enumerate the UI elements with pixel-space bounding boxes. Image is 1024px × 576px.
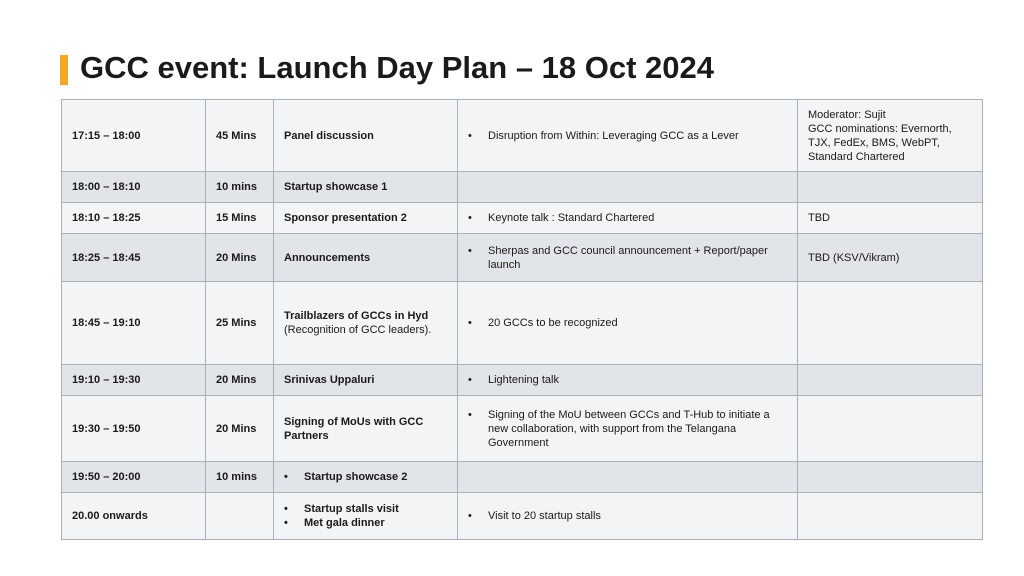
details-bullet-item bbox=[468, 509, 787, 523]
time-cell: 19:10 – 19:30 bbox=[62, 365, 206, 396]
notes-cell bbox=[798, 203, 983, 234]
notes-cell bbox=[798, 365, 983, 396]
details-bullet-text: Disruption from Within: Leveraging GCC as a Lever bbox=[488, 129, 739, 142]
notes-line: TBD bbox=[808, 212, 830, 224]
details-bullet-text: Visit to 20 startup stalls bbox=[488, 510, 601, 522]
schedule-table bbox=[61, 99, 983, 540]
session-title: Startup showcase 1 bbox=[284, 181, 388, 193]
notes-cell bbox=[798, 493, 983, 540]
details-bullet-item bbox=[468, 408, 787, 450]
notes-cell bbox=[798, 462, 983, 493]
session-cell bbox=[274, 282, 458, 365]
duration-cell: 15 Mins bbox=[206, 203, 274, 234]
session-title: Signing of MoUs with GCC Partners bbox=[284, 415, 424, 442]
session-cell bbox=[274, 396, 458, 462]
details-bullet-text: Lightening talk bbox=[488, 374, 559, 386]
title-accent-bar bbox=[60, 55, 68, 85]
time-cell: 18:25 – 18:45 bbox=[62, 234, 206, 282]
table-row bbox=[62, 462, 983, 493]
notes-cell bbox=[798, 396, 983, 462]
session-subtitle: (Recognition of GCC leaders). bbox=[284, 324, 432, 336]
session-cell bbox=[274, 493, 458, 540]
time-cell: 17:15 – 18:00 bbox=[62, 100, 206, 172]
time-cell: 20.00 onwards bbox=[62, 493, 206, 540]
bullet-glyph: • bbox=[468, 374, 472, 386]
table-row bbox=[62, 365, 983, 396]
details-bullet-item bbox=[468, 373, 787, 387]
session-cell bbox=[274, 100, 458, 172]
duration-cell: 20 Mins bbox=[206, 234, 274, 282]
details-cell bbox=[458, 493, 798, 540]
table-row bbox=[62, 100, 983, 172]
session-bullet-item bbox=[284, 470, 447, 484]
page-title: GCC event: Launch Day Plan – 18 Oct 2024 bbox=[80, 50, 715, 85]
session-title: Srinivas Uppaluri bbox=[284, 374, 375, 386]
duration-cell: 10 mins bbox=[206, 172, 274, 203]
details-bullet-text: 20 GCCs to be recognized bbox=[488, 317, 618, 329]
details-bullet-text: Signing of the MoU between GCCs and T-Hub to initiate a new collaboration, with support from the Telangana Government bbox=[488, 408, 770, 449]
session-title: Announcements bbox=[284, 251, 371, 264]
details-cell bbox=[458, 203, 798, 234]
details-bullet-item bbox=[468, 211, 787, 225]
bullet-glyph: • bbox=[468, 317, 472, 329]
duration-cell: 20 Mins bbox=[206, 396, 274, 462]
session-bullet-text: Startup showcase 2 bbox=[304, 471, 408, 483]
details-bullet-item bbox=[468, 316, 787, 330]
session-bullet-item bbox=[284, 502, 447, 516]
bullet-glyph: • bbox=[284, 471, 288, 483]
details-bullet-item bbox=[468, 244, 787, 272]
table-row bbox=[62, 493, 983, 540]
notes-cell bbox=[798, 100, 983, 172]
bullet-glyph: • bbox=[468, 408, 472, 421]
session-bullet-item bbox=[284, 516, 447, 530]
details-cell bbox=[458, 100, 798, 172]
time-cell: 18:45 – 19:10 bbox=[62, 282, 206, 365]
duration-cell: 45 Mins bbox=[206, 100, 274, 172]
notes-line: GCC nominations: Evernorth, TJX, FedEx, BMS, WebPT, Standard Chartered bbox=[808, 122, 952, 163]
details-bullet-text: Keynote talk : Standard Chartered bbox=[488, 212, 655, 224]
time-cell: 19:50 – 20:00 bbox=[62, 462, 206, 493]
details-bullet-text: Sherpas and GCC council announcement + Report/paper launch bbox=[488, 244, 768, 271]
bullet-glyph: • bbox=[468, 510, 472, 522]
details-cell bbox=[458, 396, 798, 462]
details-cell bbox=[458, 172, 798, 203]
time-cell: 19:30 – 19:50 bbox=[62, 396, 206, 462]
duration-cell: 20 Mins bbox=[206, 365, 274, 396]
details-cell bbox=[458, 462, 798, 493]
table-row bbox=[62, 282, 983, 365]
session-cell bbox=[274, 172, 458, 203]
bullet-glyph: • bbox=[468, 129, 472, 142]
time-cell: 18:10 – 18:25 bbox=[62, 203, 206, 234]
duration-cell bbox=[206, 493, 274, 540]
details-cell bbox=[458, 234, 798, 282]
session-title: Sponsor presentation 2 bbox=[284, 212, 407, 224]
table-row bbox=[62, 203, 983, 234]
details-cell bbox=[458, 365, 798, 396]
table-row bbox=[62, 234, 983, 282]
bullet-glyph: • bbox=[468, 244, 472, 257]
notes-cell bbox=[798, 234, 983, 282]
notes-cell bbox=[798, 172, 983, 203]
session-title: Panel discussion bbox=[284, 129, 374, 142]
notes-line: TBD (KSV/Vikram) bbox=[808, 251, 900, 264]
notes-line: Moderator: Sujit bbox=[808, 108, 886, 121]
details-cell bbox=[458, 282, 798, 365]
duration-cell: 10 mins bbox=[206, 462, 274, 493]
session-bullet-text: Met gala dinner bbox=[304, 517, 385, 529]
session-cell bbox=[274, 365, 458, 396]
session-cell bbox=[274, 234, 458, 282]
time-cell: 18:00 – 18:10 bbox=[62, 172, 206, 203]
session-cell bbox=[274, 203, 458, 234]
session-cell bbox=[274, 462, 458, 493]
session-title: Trailblazers of GCCs in Hyd bbox=[284, 310, 429, 322]
table-row bbox=[62, 396, 983, 462]
session-bullet-text: Startup stalls visit bbox=[304, 503, 399, 515]
duration-cell: 25 Mins bbox=[206, 282, 274, 365]
bullet-glyph: • bbox=[468, 212, 472, 224]
bullet-glyph: • bbox=[284, 503, 288, 515]
details-bullet-item bbox=[468, 129, 787, 143]
notes-cell bbox=[798, 282, 983, 365]
table-row bbox=[62, 172, 983, 203]
bullet-glyph: • bbox=[284, 517, 288, 529]
